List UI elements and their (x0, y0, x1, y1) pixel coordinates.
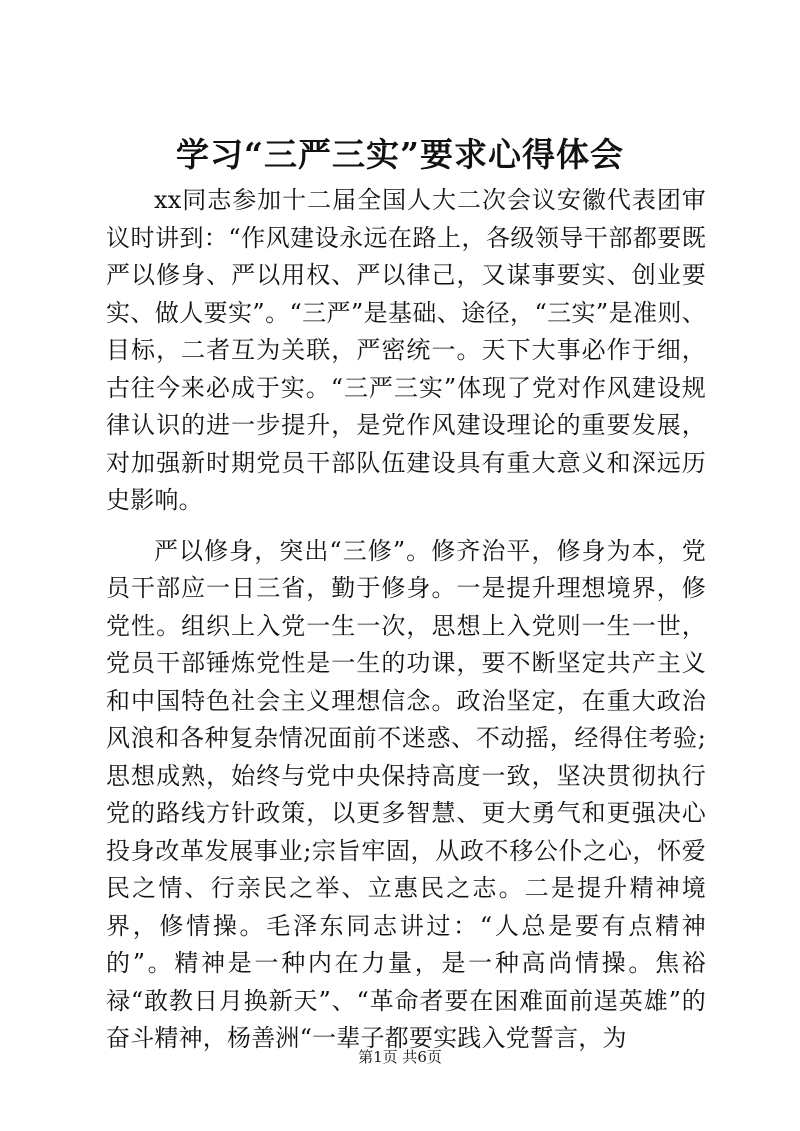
paragraph-self-cultivation: 严以修身，突出“三修”。修齐治平，修身为本，党员干部应一日三省，勤于修身。一是提升理想境界，修党性。组织上入党一生一次，思想上入党则一生一世，党员干部锤炼党性是一生的功课，要不断坚定共产主义和中国特色社会主义理想信念。政治坚定，在重大政治风浪和各种复杂情况面前不迷惑、不动摇，经得住考验;思想成熟，始终与党中央保持高度一致，坚决贯彻执行党的路线方针政策，以更多智慧、更大勇气和更强决心投身改革发展事业;宗旨牢固，从政不移公仆之心，怀爱民之情、行亲民之举、立惠民之志。二是提升精神境界，修情操。毛泽东同志讲过：“人总是要有点精神的”。精神是一种内在力量，是一种高尚情操。焦裕禄“敢教日月换新天”、“革命者要在困难面前逞英雄”的奋斗精神，杨善洲“一辈子都要实践入党誓言，为 (106, 536, 706, 1052)
document-body (106, 182, 706, 1058)
page-number-footer: 第1页 共6页 (358, 1048, 442, 1066)
document-title: 学习“三严三实”要求心得体会 (176, 135, 624, 174)
paragraph-intro: xx同志参加十二届全国人大二次会议安徽代表团审议时讲到：“作风建设永远在路上，各级领导干部都要既严以修身、严以用权、严以律己，又谋事要实、创业要实、做人要实”。“三严”是基础、途径，“三实”是准则、目标，二者互为关联，严密统一。天下大事必作于细，古往今来必成于实。“三严三实”体现了党对作风建设规律认识的进一步提升，是党作风建设理论的重要发展，对加强新时期党员干部队伍建设具有重大意义和深远历史影响。 (106, 186, 706, 514)
